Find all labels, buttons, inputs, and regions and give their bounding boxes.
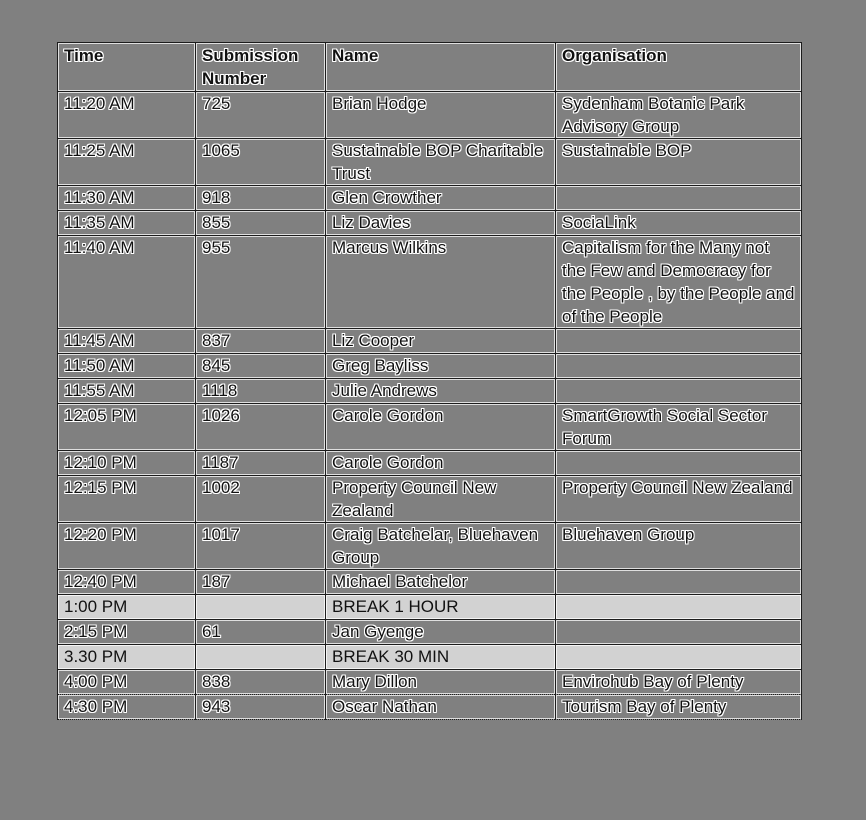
table-row — [57, 328, 802, 353]
cell-name: Oscar Nathan — [325, 694, 555, 720]
cell-organisation — [555, 594, 802, 619]
cell-submission_number: 918 — [195, 185, 325, 210]
column-header-time: Time — [57, 42, 195, 91]
cell-time: 11:30 AM — [57, 185, 195, 210]
table-row — [57, 669, 802, 694]
table-row — [57, 378, 802, 403]
column-header-organisation: Organisation — [555, 42, 802, 91]
break-row — [57, 644, 802, 669]
table-row — [57, 210, 802, 235]
cell-submission_number: 845 — [195, 353, 325, 378]
cell-submission_number: 1017 — [195, 522, 325, 569]
cell-name: Property Council New Zealand — [325, 475, 555, 522]
table-row — [57, 619, 802, 644]
cell-time: 4:30 PM — [57, 694, 195, 720]
cell-name: Michael Batchelor — [325, 569, 555, 594]
cell-time: 12:15 PM — [57, 475, 195, 522]
cell-submission_number: 187 — [195, 569, 325, 594]
cell-time: 11:55 AM — [57, 378, 195, 403]
cell-submission_number: 1065 — [195, 138, 325, 185]
table-row — [57, 235, 802, 328]
cell-submission_number: 725 — [195, 91, 325, 138]
cell-time: 2:15 PM — [57, 619, 195, 644]
cell-submission_number — [195, 594, 325, 619]
cell-name: Mary Dillon — [325, 669, 555, 694]
cell-name: Brian Hodge — [325, 91, 555, 138]
cell-name: Liz Cooper — [325, 328, 555, 353]
cell-time: 11:50 AM — [57, 353, 195, 378]
schedule-table-body — [57, 91, 802, 720]
cell-submission_number: 943 — [195, 694, 325, 720]
cell-name: Glen Crowther — [325, 185, 555, 210]
cell-organisation — [555, 569, 802, 594]
table-row — [57, 403, 802, 450]
cell-organisation — [555, 353, 802, 378]
cell-time: 11:25 AM — [57, 138, 195, 185]
cell-submission_number: 1187 — [195, 450, 325, 475]
table-row — [57, 569, 802, 594]
cell-time: 12:20 PM — [57, 522, 195, 569]
cell-organisation — [555, 185, 802, 210]
cell-name: Craig Batchelar, Bluehaven Group — [325, 522, 555, 569]
cell-time: 11:35 AM — [57, 210, 195, 235]
cell-name: Liz Davies — [325, 210, 555, 235]
cell-organisation: Envirohub Bay of Plenty — [555, 669, 802, 694]
cell-submission_number: 61 — [195, 619, 325, 644]
table-row — [57, 475, 802, 522]
cell-name: BREAK 1 HOUR — [325, 594, 555, 619]
cell-time: 1:00 PM — [57, 594, 195, 619]
table-row — [57, 353, 802, 378]
cell-organisation: Sustainable BOP — [555, 138, 802, 185]
cell-name: Carole Gordon — [325, 450, 555, 475]
cell-submission_number — [195, 644, 325, 669]
cell-name: Jan Gyenge — [325, 619, 555, 644]
table-row — [57, 138, 802, 185]
cell-time: 11:45 AM — [57, 328, 195, 353]
cell-organisation: Property Council New Zealand — [555, 475, 802, 522]
cell-organisation: Bluehaven Group — [555, 522, 802, 569]
cell-name: Sustainable BOP Charitable Trust — [325, 138, 555, 185]
cell-organisation: Sydenham Botanic Park Advisory Group — [555, 91, 802, 138]
table-row — [57, 450, 802, 475]
cell-submission_number: 955 — [195, 235, 325, 328]
cell-submission_number: 1026 — [195, 403, 325, 450]
cell-organisation: SmartGrowth Social Sector Forum — [555, 403, 802, 450]
table-row — [57, 694, 802, 720]
cell-name: BREAK 30 MIN — [325, 644, 555, 669]
column-header-name: Name — [325, 42, 555, 91]
cell-submission_number: 855 — [195, 210, 325, 235]
cell-organisation — [555, 378, 802, 403]
cell-time: 12:05 PM — [57, 403, 195, 450]
cell-time: 12:40 PM — [57, 569, 195, 594]
table-row — [57, 185, 802, 210]
header-row — [57, 42, 802, 91]
cell-time: 11:40 AM — [57, 235, 195, 328]
cell-name: Carole Gordon — [325, 403, 555, 450]
cell-submission_number: 1002 — [195, 475, 325, 522]
cell-submission_number: 837 — [195, 328, 325, 353]
cell-name: Julie Andrews — [325, 378, 555, 403]
cell-name: Greg Bayliss — [325, 353, 555, 378]
cell-time: 12:10 PM — [57, 450, 195, 475]
cell-time: 4:00 PM — [57, 669, 195, 694]
column-header-submission_number: Submission Number — [195, 42, 325, 91]
cell-submission_number: 838 — [195, 669, 325, 694]
cell-organisation — [555, 619, 802, 644]
cell-organisation: SociaLink — [555, 210, 802, 235]
cell-organisation: Tourism Bay of Plenty — [555, 694, 802, 720]
cell-organisation: Capitalism for the Many not the Few and Democracy for the People , by the People and of the People — [555, 235, 802, 328]
hearing-schedule-table — [57, 42, 802, 720]
cell-submission_number: 1118 — [195, 378, 325, 403]
cell-organisation — [555, 328, 802, 353]
table-row — [57, 91, 802, 138]
cell-organisation — [555, 644, 802, 669]
cell-time: 11:20 AM — [57, 91, 195, 138]
cell-time: 3.30 PM — [57, 644, 195, 669]
break-row — [57, 594, 802, 619]
cell-name: Marcus Wilkins — [325, 235, 555, 328]
table-row — [57, 522, 802, 569]
cell-organisation — [555, 450, 802, 475]
